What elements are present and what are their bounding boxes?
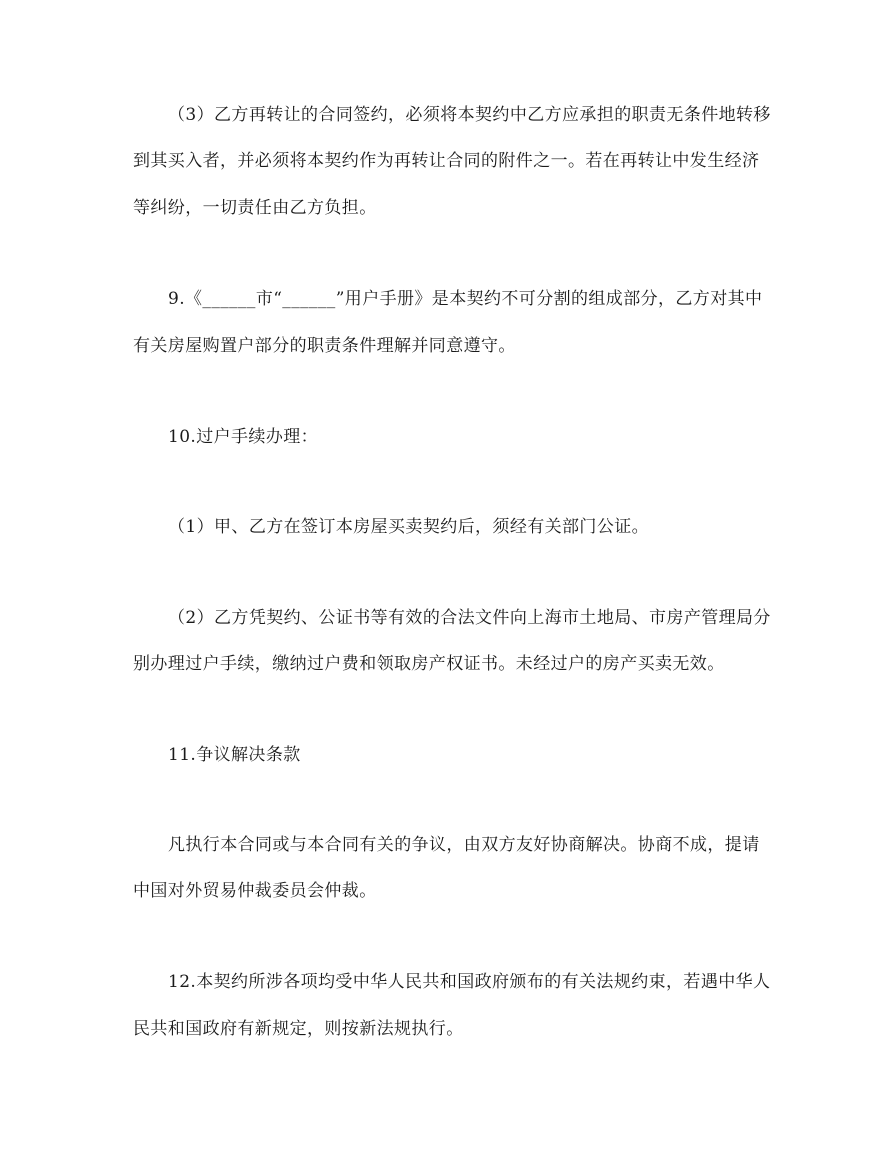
clause-12-line-2: 民共和国政府有新规定，则按新法规执行。 [133, 1019, 464, 1039]
clause-10-2-line-2: 别办理过户手续，缴纳过户费和领取房产权证书。未经过户的房产买卖无效。 [133, 654, 725, 674]
clause-10-heading: 10.过户手续办理： [168, 427, 319, 447]
clause-8-3-line-2: 到其买入者，并必须将本契约作为再转让合同的附件之一。若在再转让中发生经济 [133, 151, 760, 171]
clause-11-line-2: 中国对外贸易仲裁委员会仲裁。 [133, 881, 377, 901]
clause-9-line-2: 有关房屋购置户部分的职责条件理解并同意遵守。 [133, 336, 516, 356]
clause-12-line-1: 12.本契约所涉各项均受中华人民共和国政府颁布的有关法规约束，若遇中华人 [168, 972, 771, 992]
clause-8-3-line-3: 等纠纷，一切责任由乙方负担。 [133, 198, 377, 218]
clause-8-3-line-1: （3）乙方再转让的合同签约，必须将本契约中乙方应承担的职责无条件地转移 [168, 105, 771, 125]
clause-10-1-line-1: （1）甲、乙方在签订本房屋买卖契约后，须经有关部门公证。 [168, 517, 650, 537]
clause-9-line-1: 9.《______市“______”用户手册》是本契约不可分割的组成部分，乙方对其中 [168, 289, 763, 309]
clause-11-line-1: 凡执行本合同或与本合同有关的争议，由双方友好协商解决。协商不成，提请 [168, 835, 760, 855]
clause-11-heading: 11.争议解决条款 [168, 745, 301, 765]
clause-10-2-line-1: （2）乙方凭契约、公证书等有效的合法文件向上海市土地局、市房产管理局分 [168, 608, 771, 628]
